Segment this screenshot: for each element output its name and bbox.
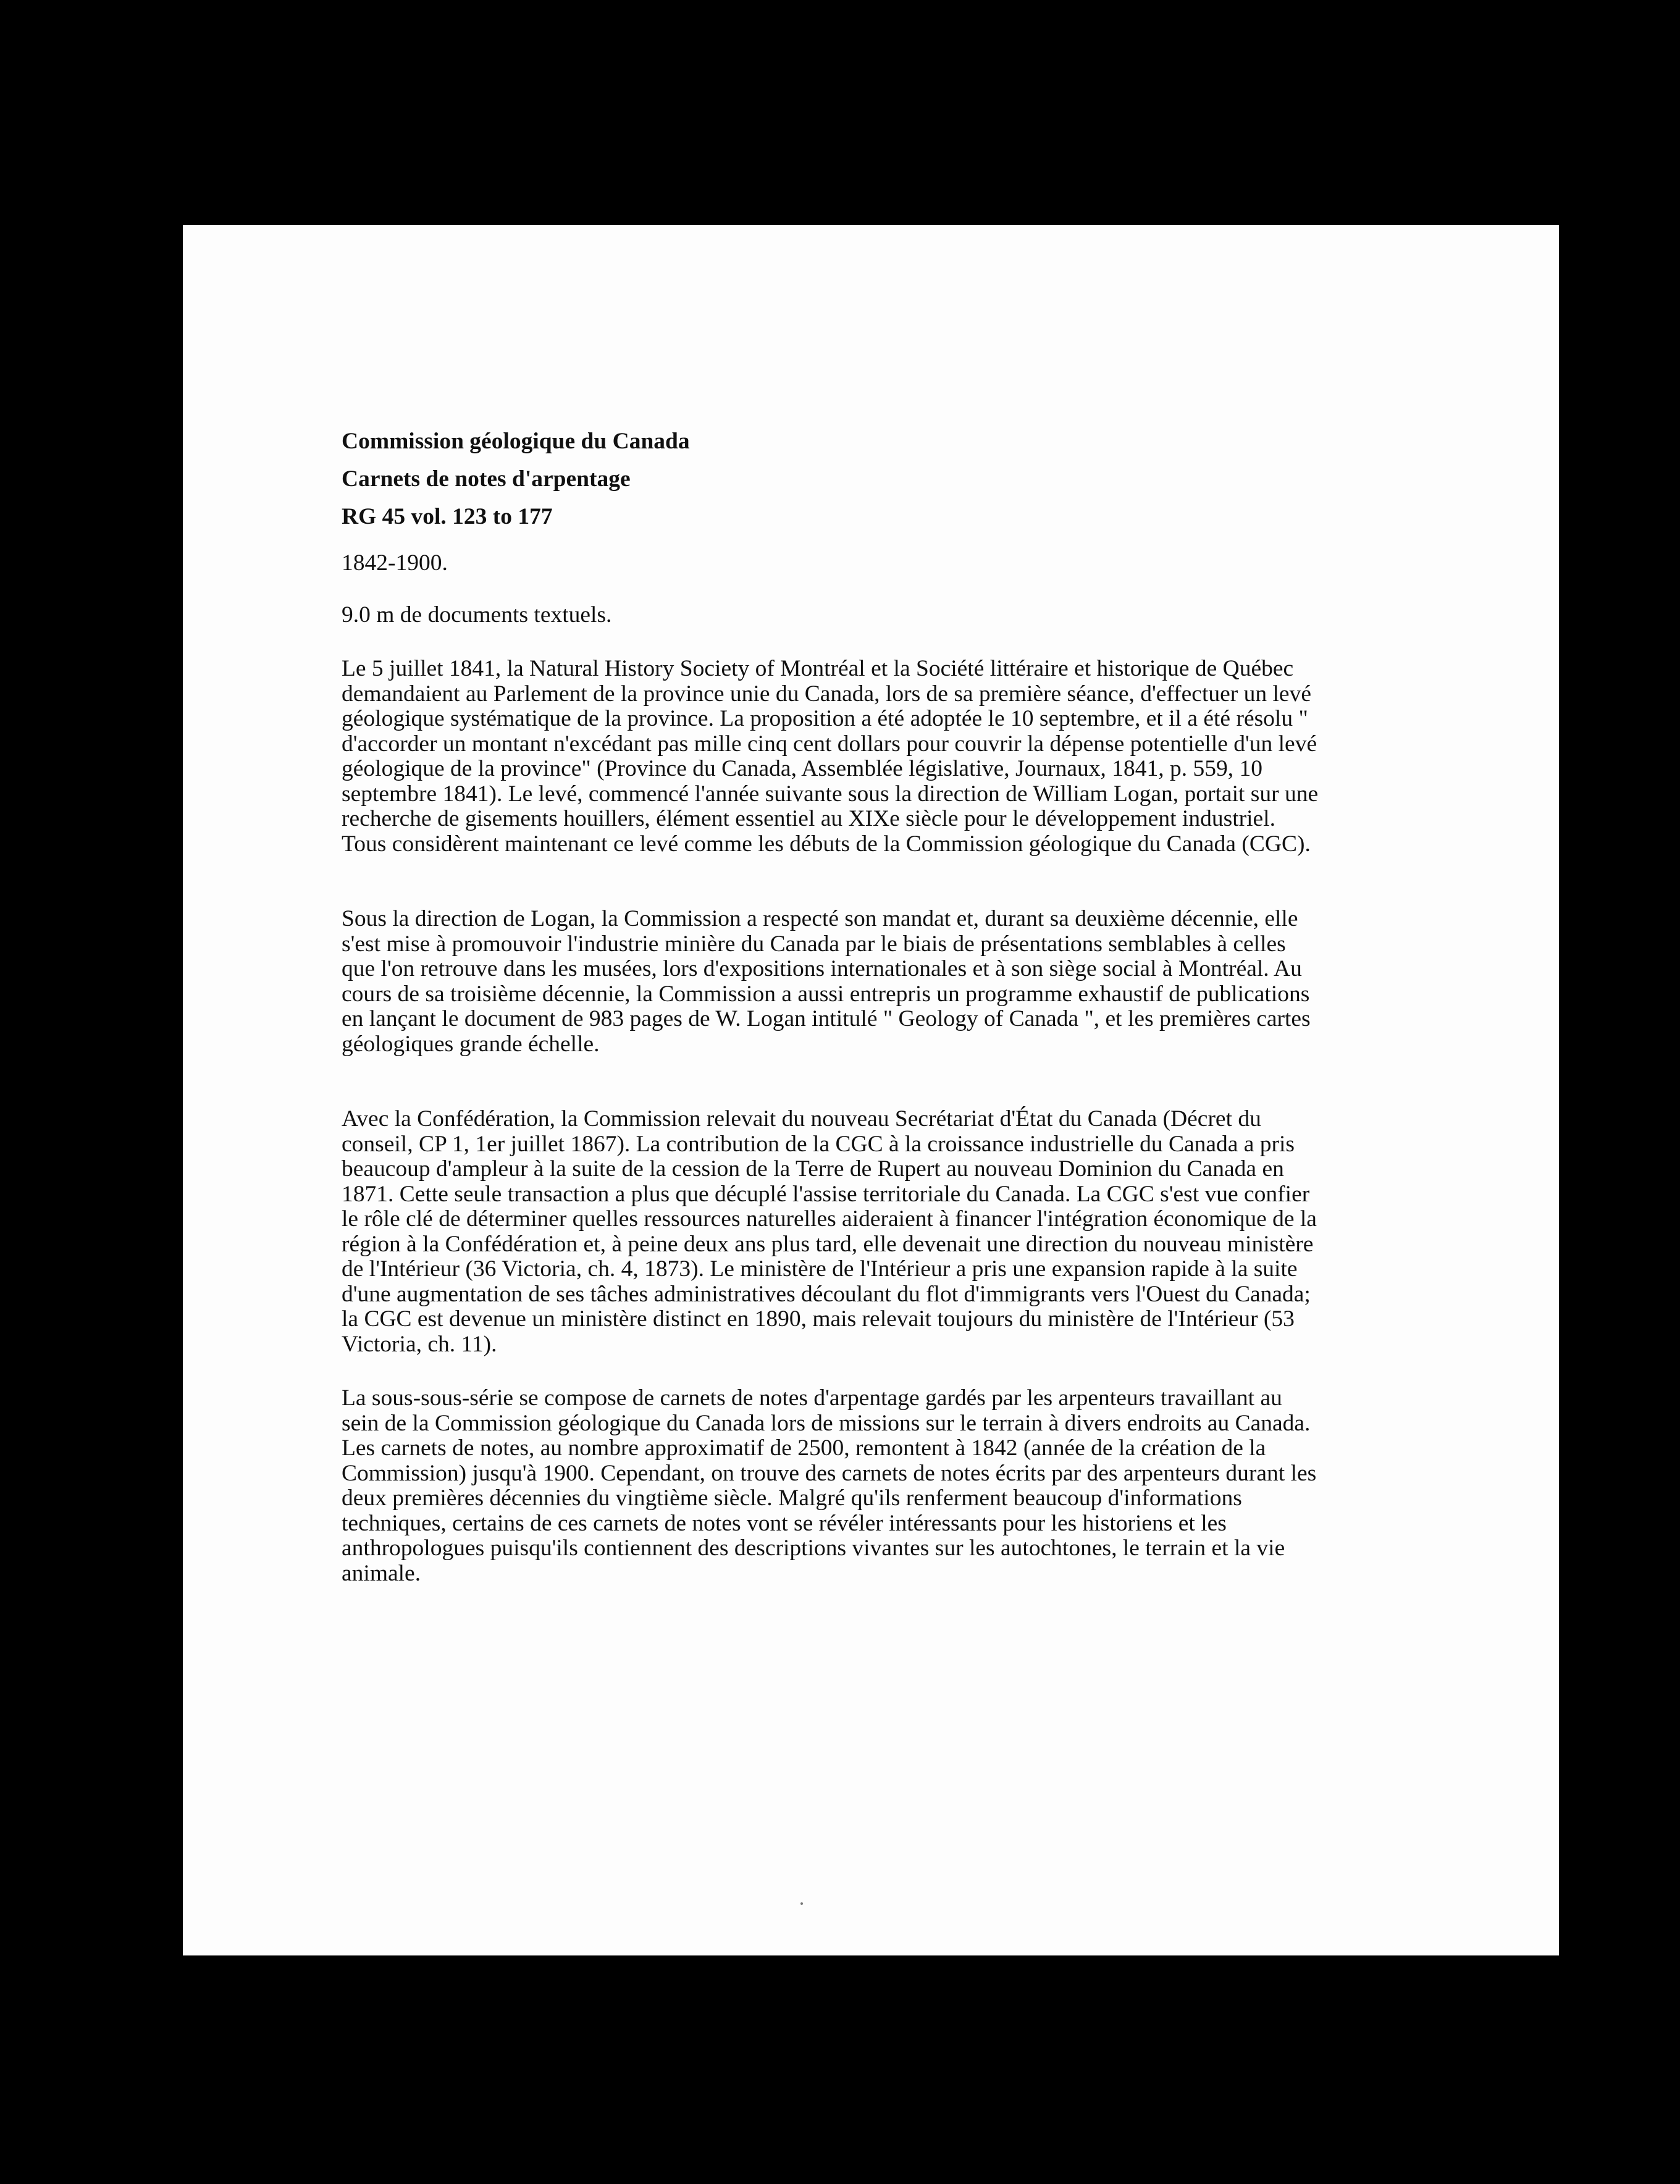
paragraph-line: Le 5 juillet 1841, la Natural History Society of Montréal et la Société littéraire et historique de Québec: [342, 656, 1294, 681]
paragraph-line: Commission) jusqu'à 1900. Cependant, on trouve des carnets de notes écrits par des arpenteurs durant les: [342, 1460, 1317, 1486]
paragraph-line: le rôle clé de déterminer quelles ressources naturelles aideraient à financer l'intégration économique de la: [342, 1206, 1317, 1232]
paragraph-line: recherche de gisements houillers, élément essentiel au XIXe siècle pour le développement industriel.: [342, 806, 1275, 831]
paragraph-line: septembre 1841). Le levé, commencé l'année suivante sous la direction de William Logan, portait sur une: [342, 781, 1319, 807]
paragraph-line: Tous considèrent maintenant ce levé comme les débuts de la Commission géologique du Canada (CGC).: [342, 831, 1311, 857]
paragraph-line: demandaient au Parlement de la province unie du Canada, lors de sa première séance, d'effectuer un levé: [342, 681, 1311, 707]
paragraph-history: [342, 657, 1549, 857]
paragraph-line: La sous-sous-série se compose de carnets de notes d'arpentage gardés par les arpenteurs travaillant au: [342, 1385, 1282, 1411]
extent-statement: 9.0 m de documents textuels.: [342, 602, 612, 628]
paragraph-line: animale.: [342, 1560, 421, 1586]
document-page: [183, 225, 1559, 1955]
paragraph-line: géologiques grande échelle.: [342, 1031, 600, 1057]
paragraph-line: deux premières décennies du vingtième siècle. Malgré qu'ils renferment beaucoup d'informations: [342, 1485, 1242, 1511]
paper-speck: [800, 1902, 803, 1905]
paragraph-line: s'est mise à promouvoir l'industrie minière du Canada par le biais de présentations semblables à celles: [342, 931, 1286, 957]
paragraph-line: Avec la Confédération, la Commission relevait du nouveau Secrétariat d'État du Canada (Décret du: [342, 1106, 1261, 1132]
paragraph-line: Sous la direction de Logan, la Commission a respecté son mandat et, durant sa deuxième décennie, elle: [342, 906, 1298, 931]
paragraph-logan-era: [342, 907, 1549, 1057]
paragraph-line: d'une augmentation de ses tâches administratives découlant du flot d'immigrants vers l'Ouest du Canada;: [342, 1281, 1311, 1307]
paragraph-line: que l'on retrouve dans les musées, lors d'expositions internationales et à son siège social à Montréal. Au: [342, 956, 1302, 981]
paragraph-line: géologique de la province" (Province du Canada, Assemblée législative, Journaux, 1841, p. 559, 10: [342, 756, 1263, 781]
paragraph-line: anthropologues puisqu'ils contiennent des descriptions vivantes sur les autochtones, le terrain et la vie: [342, 1535, 1285, 1561]
heading-reference-number: RG 45 vol. 123 to 177: [342, 504, 553, 529]
paragraph-line: sein de la Commission géologique du Canada lors de missions sur le terrain à divers endroits au Canada.: [342, 1410, 1311, 1436]
paragraph-line: Victoria, ch. 11).: [342, 1331, 497, 1357]
paragraph-line: Les carnets de notes, au nombre approximatif de 2500, remontent à 1842 (année de la création de la: [342, 1435, 1266, 1461]
paragraph-line: géologique systématique de la province. La proposition a été adoptée le 10 septembre, et il a été résolu ": [342, 706, 1308, 731]
paragraph-line: d'accorder un montant n'excédant pas mille cinq cent dollars pour couvrir la dépense potentielle d'un levé: [342, 731, 1317, 757]
paragraph-line: de l'Intérieur (36 Victoria, ch. 4, 1873). Le ministère de l'Intérieur a pris une expansion rapide à la suite: [342, 1256, 1298, 1282]
paragraph-line: conseil, CP 1, 1er juillet 1867). La contribution de la CGC à la croissance industrielle du Canada a pris: [342, 1131, 1295, 1157]
paragraph-line: techniques, certains de ces carnets de notes vont se révéler intéressants pour les historiens et les: [342, 1510, 1227, 1536]
paragraph-scope-content: [342, 1386, 1549, 1586]
document-body: [342, 422, 1549, 1586]
paragraph-line: 1871. Cette seule transaction a plus que décuplé l'assise territoriale du Canada. La CGC s'est vue confier: [342, 1181, 1310, 1207]
paragraph-confederation: [342, 1107, 1549, 1357]
heading-fonds-title: Commission géologique du Canada: [342, 429, 690, 454]
paragraph-line: beaucoup d'ampleur à la suite de la cession de la Terre de Rupert au nouveau Dominion du Canada en: [342, 1156, 1284, 1182]
paragraph-line: la CGC est devenue un ministère distinct en 1890, mais relevait toujours du ministère de l'Intérieur (53: [342, 1306, 1295, 1332]
date-range: 1842-1900.: [342, 550, 448, 576]
paragraph-line: en lançant le document de 983 pages de W. Logan intitulé " Geology of Canada ", et les premières cartes: [342, 1006, 1311, 1031]
paragraph-line: région à la Confédération et, à peine deux ans plus tard, elle devenait une direction du nouveau ministère: [342, 1231, 1314, 1257]
paragraph-line: cours de sa troisième décennie, la Commission a aussi entrepris un programme exhaustif de publications: [342, 981, 1310, 1007]
heading-series-title: Carnets de notes d'arpentage: [342, 466, 631, 492]
